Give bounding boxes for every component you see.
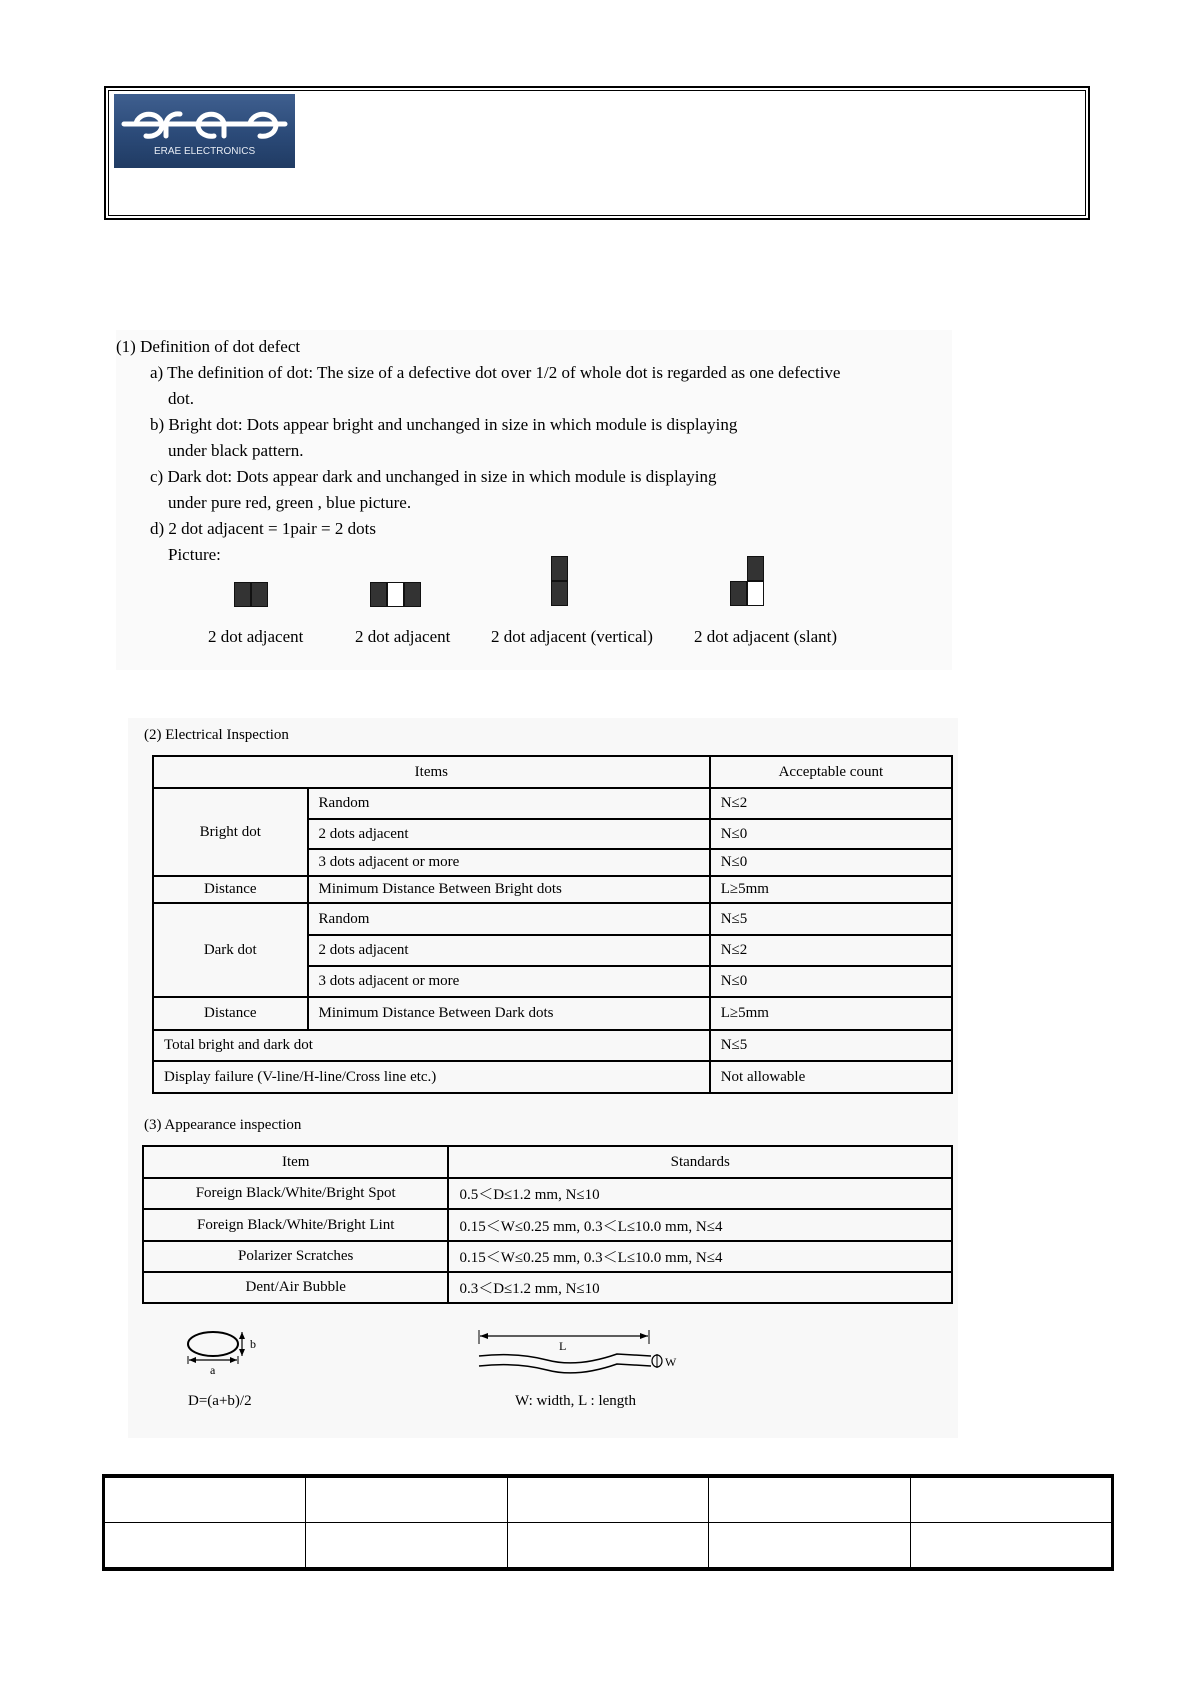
document-header-box <box>104 86 1090 220</box>
label-b: b <box>250 1337 256 1351</box>
dark-dot <box>730 581 747 606</box>
section2-title: (2) Electrical Inspection <box>144 727 289 743</box>
footer-cell <box>306 1523 507 1568</box>
bright-adj2-count: N≤0 <box>710 819 952 849</box>
header-standards: Standards <box>448 1146 952 1178</box>
total-bright-dark-count: N≤5 <box>710 1030 952 1061</box>
ellipse-diameter-diagram <box>184 1330 294 1390</box>
picture-caption-3: 2 dot adjacent (vertical) <box>491 627 653 646</box>
header-acceptable-count: Acceptable count <box>710 756 952 788</box>
section1-title: (1) Definition of dot defect <box>116 337 301 356</box>
definition-b-line2: under black pattern. <box>168 441 304 460</box>
picture-label: Picture: <box>168 545 221 564</box>
dark-dot <box>551 556 568 581</box>
appearance-item: Foreign Black/White/Bright Spot <box>143 1178 448 1209</box>
dark-random: Random <box>308 903 710 935</box>
bright-distance-value: L≥5mm <box>710 876 952 903</box>
lint-caption: W: width, L : length <box>515 1393 636 1409</box>
erae-electronics-logo <box>114 94 295 168</box>
footer-cell <box>910 1478 1111 1523</box>
diameter-formula: D=(a+b)/2 <box>188 1393 252 1409</box>
picture-caption-2: 2 dot adjacent <box>355 627 451 646</box>
bright-adj3-count: N≤0 <box>710 849 952 876</box>
definition-c-line2: under pure red, green , blue picture. <box>168 493 412 512</box>
section3-title: (3) Appearance inspection <box>144 1117 302 1133</box>
label-a: a <box>210 1363 216 1377</box>
dark-random-count: N≤5 <box>710 903 952 935</box>
dark-adj3: 3 dots adjacent or more <box>308 966 710 997</box>
bright-dot-label: Bright dot <box>153 788 308 876</box>
appearance-item: Polarizer Scratches <box>143 1241 448 1272</box>
dark-adj2: 2 dots adjacent <box>308 935 710 966</box>
bright-random: Random <box>308 788 710 819</box>
white-dot <box>747 581 764 606</box>
footer-cell <box>910 1523 1111 1568</box>
dark-distance-value: L≥5mm <box>710 997 952 1030</box>
dark-adj2-count: N≤2 <box>710 935 952 966</box>
appearance-standard: 0.15＜W≤0.25 mm, 0.3＜L≤10.0 mm, N≤4 <box>448 1209 952 1241</box>
footer-cell <box>507 1523 708 1568</box>
header-item: Item <box>143 1146 448 1178</box>
label-w: W <box>665 1355 677 1369</box>
bright-adj3: 3 dots adjacent or more <box>308 849 710 876</box>
display-failure-value: Not allowable <box>710 1061 952 1093</box>
definition-d-line1: d) 2 dot adjacent = 1pair = 2 dots <box>150 519 376 538</box>
bright-random-count: N≤2 <box>710 788 952 819</box>
appearance-standard: 0.3＜D≤1.2 mm, N≤10 <box>448 1272 952 1303</box>
footer-cell <box>105 1478 306 1523</box>
footer-cell <box>306 1478 507 1523</box>
appearance-standard: 0.5＜D≤1.2 mm, N≤10 <box>448 1178 952 1209</box>
footer-cell <box>709 1523 910 1568</box>
picture-caption-1: 2 dot adjacent <box>208 627 304 646</box>
dark-distance-label: Distance <box>153 997 308 1030</box>
definition-c-line1: c) Dark dot: Dots appear dark and unchanged in size in which module is displaying <box>150 467 717 486</box>
appearance-standard: 0.15＜W≤0.25 mm, 0.3＜L≤10.0 mm, N≤4 <box>448 1241 952 1272</box>
bright-distance: Minimum Distance Between Bright dots <box>308 876 710 903</box>
dark-adj3-count: N≤0 <box>710 966 952 997</box>
logo-caption: ERAE ELECTRONICS <box>154 146 256 157</box>
footer-cell <box>105 1523 306 1568</box>
bright-distance-label: Distance <box>153 876 308 903</box>
bright-adj2: 2 dots adjacent <box>308 819 710 849</box>
footer-cell <box>709 1478 910 1523</box>
document-footer-table <box>102 1474 1114 1571</box>
label-l: L <box>559 1339 567 1353</box>
header-items: Items <box>153 756 710 788</box>
definition-a-line2: dot. <box>168 389 194 408</box>
picture-caption-4: 2 dot adjacent (slant) <box>694 627 838 646</box>
electrical-inspection-table <box>152 755 953 1094</box>
dark-distance: Minimum Distance Between Dark dots <box>308 997 710 1030</box>
dark-dot <box>251 582 268 607</box>
appearance-inspection-table <box>142 1145 953 1304</box>
appearance-item: Foreign Black/White/Bright Lint <box>143 1209 448 1241</box>
display-failure: Display failure (V-line/H-line/Cross line etc.) <box>153 1061 710 1093</box>
total-bright-dark: Total bright and dark dot <box>153 1030 710 1061</box>
erae-logo-mark <box>114 94 295 168</box>
dot-defect-definition-section <box>116 330 952 670</box>
dark-dot <box>747 556 764 581</box>
definition-b-line1: b) Bright dot: Dots appear bright and unchanged in size in which module is displaying <box>150 415 738 434</box>
footer-cell <box>507 1478 708 1523</box>
dark-dot-label: Dark dot <box>153 903 308 997</box>
lint-length-width-diagram <box>477 1330 687 1390</box>
inspection-section <box>128 718 958 1438</box>
footer-grid <box>104 1477 1112 1568</box>
white-dot <box>387 582 404 607</box>
dark-dot <box>404 582 421 607</box>
definition-a-line1: a) The definition of dot: The size of a defective dot over 1/2 of whole dot is regarded as one defective <box>150 363 841 382</box>
dark-dot <box>551 581 568 606</box>
dark-dot <box>234 582 251 607</box>
appearance-item: Dent/Air Bubble <box>143 1272 448 1303</box>
dark-dot <box>370 582 387 607</box>
